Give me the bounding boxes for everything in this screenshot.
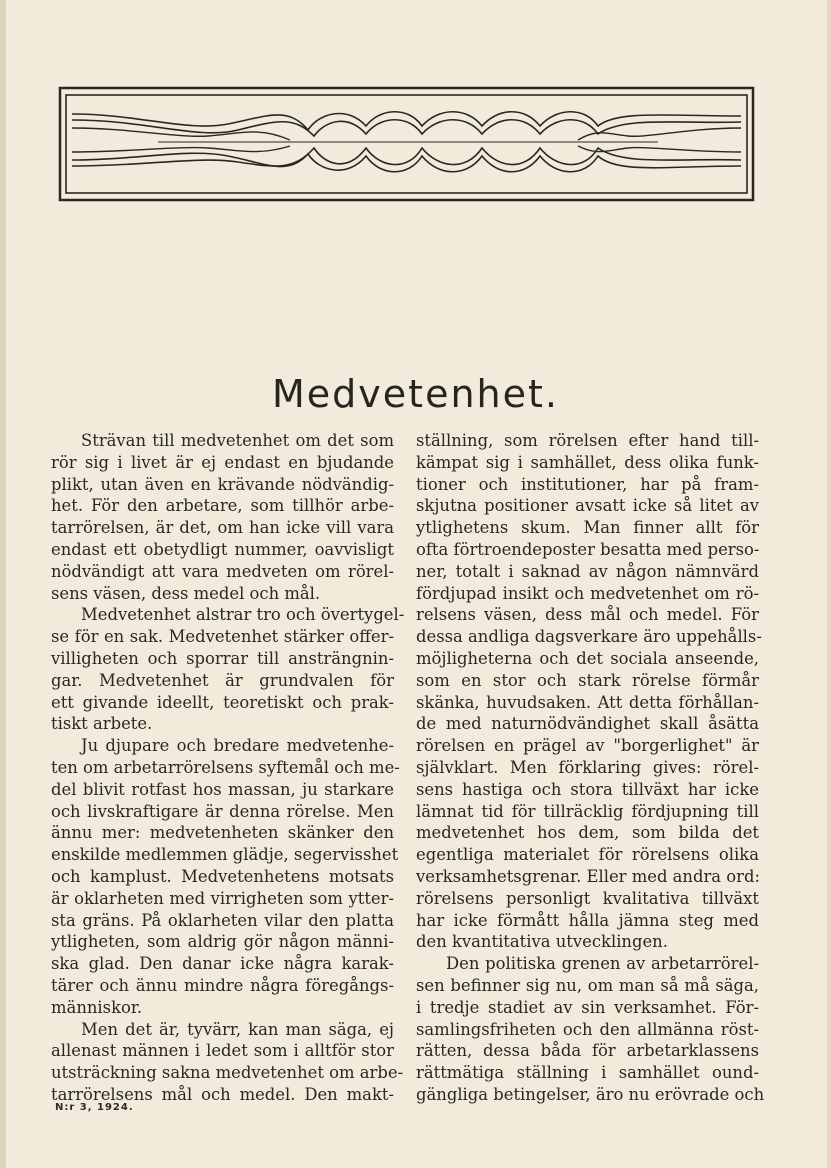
text-line: rättmätiga ställning i samhället ound- xyxy=(416,1063,759,1083)
text-line: endast ett obetydligt nummer, oavvisligt xyxy=(51,539,394,559)
paragraph xyxy=(416,430,762,953)
text-line: tarrörelsens mål och medel. Den makt- xyxy=(51,1084,394,1104)
text-line: tärer och ännu mindre några föregångs- xyxy=(51,975,394,995)
text-line: ska glad. Den danar icke några karak- xyxy=(51,954,394,974)
text-line: ställning, som rörelsen efter hand till- xyxy=(416,431,759,450)
text-line: människor. xyxy=(51,997,143,1017)
text-line: egentliga materialet för rörelsens olika xyxy=(416,845,759,865)
interlace-ornament-icon xyxy=(58,86,755,202)
text-line: gängliga betingelser, äro nu erövrade och xyxy=(416,1084,765,1104)
text-line: de med naturnödvändighet skall åsätta xyxy=(416,714,759,734)
page-edge xyxy=(0,0,6,1168)
text-line: enskilde medlemmen glädje, segervisshet xyxy=(51,845,399,865)
text-column-left xyxy=(51,430,405,1106)
text-line: dessa andliga dagsverkare äro uppehålls- xyxy=(416,627,762,647)
text-line: Men det är, tyvärr, kan man säga, ej xyxy=(81,1019,394,1039)
text-line: verksamhetsgrenar. Eller med andra ord: xyxy=(416,866,761,886)
text-line: rätten, dessa båda för arbetarklassens xyxy=(416,1041,759,1061)
text-line: rörelsen en prägel av "borgerlighet" är xyxy=(416,736,759,756)
paragraph xyxy=(51,604,405,735)
text-line: Ju djupare och bredare medvetenhe- xyxy=(81,736,394,756)
text-line: Medvetenhet alstrar tro och övertygel- xyxy=(81,605,405,625)
text-line: ten om arbetarrörelsens syftemål och me- xyxy=(51,757,400,777)
text-line: rörelsens personligt kvalitativa tillväxt xyxy=(416,888,759,908)
text-line: ofta förtroendeposter besatta med perso- xyxy=(416,539,760,559)
text-line: plikt, utan även en krävande nödvändig- xyxy=(51,474,394,494)
text-line: sen befinner sig nu, om man så må säga, xyxy=(416,975,759,995)
text-line: tiskt arbete. xyxy=(51,714,153,734)
text-line: fördjupad insikt och medvetenhet om rö- xyxy=(416,583,759,603)
text-line: sta gräns. På oklarheten vilar den platta xyxy=(51,910,394,930)
paragraph xyxy=(416,953,765,1106)
text-line: Den politiska grenen av arbetarrörel- xyxy=(446,954,759,974)
text-line: i tredje stadiet av sin verksamhet. För- xyxy=(416,997,759,1017)
text-line: gar. Medvetenhet är grundvalen för xyxy=(51,670,394,690)
text-line: nödvändigt att vara medveten om rörel- xyxy=(51,561,394,581)
text-line: ner, totalt i saknad av någon nämnvärd xyxy=(416,561,759,581)
text-line: ytligheten, som aldrig gör någon männi- xyxy=(51,932,394,952)
text-line: skjutna positioner avsatt icke så litet av xyxy=(416,496,759,516)
text-line: villigheten och sporrar till ansträngnin- xyxy=(51,648,394,668)
text-line: tioner och institutioner, har på fram- xyxy=(416,474,759,494)
issue-footer: N:r 3, 1924. xyxy=(55,1102,134,1113)
text-line: het. För den arbetare, som tillhör arbe- xyxy=(51,496,394,516)
text-line: tarrörelsen, är det, om han icke vill vara xyxy=(51,518,394,538)
text-line: sens hastiga och stora tillväxt har icke xyxy=(416,779,759,799)
text-line: är oklarheten med virrigheten som ytter- xyxy=(51,888,394,908)
text-line: samlingsfriheten och den allmänna röst- xyxy=(416,1019,759,1039)
text-line: medvetenhet hos dem, som bilda det xyxy=(416,823,759,843)
text-line: kämpat sig i samhället, dess olika funk- xyxy=(416,452,759,472)
page-edge-right xyxy=(827,0,831,1168)
text-line: den kvantitativa utvecklingen. xyxy=(416,932,668,952)
text-line: relsens väsen, dess mål och medel. För xyxy=(416,605,759,625)
text-line: ännu mer: medvetenheten skänker den xyxy=(51,823,394,843)
paragraph xyxy=(51,735,400,1018)
text-line: utsträckning sakna medvetenhet om arbe- xyxy=(51,1063,404,1083)
text-line: lämnat tid för tillräcklig fördjupning till xyxy=(416,801,759,821)
text-line: Strävan till medvetenhet om det som xyxy=(81,431,394,450)
text-line: allenast männen i ledet som i alltför stor xyxy=(51,1041,394,1061)
text-column-right xyxy=(416,430,765,1106)
paragraph xyxy=(51,1019,404,1106)
text-line: ytlighetens skum. Man finner allt för xyxy=(416,518,759,538)
text-line: sens väsen, dess medel och mål. xyxy=(51,583,321,603)
text-line: och kamplust. Medvetenhetens motsats xyxy=(51,866,394,886)
text-line: ett givande ideellt, teoretiskt och prak- xyxy=(51,692,394,712)
text-line: möjligheterna och det sociala anseende, xyxy=(416,648,759,668)
text-line: skänka, huvudsaken. Att detta förhållan- xyxy=(416,692,759,712)
paragraph xyxy=(51,430,394,604)
text-line: rör sig i livet är ej endast en bjudande xyxy=(51,452,394,472)
text-line: som en stor och stark rörelse förmår xyxy=(416,670,759,690)
text-line: del blivit rotfast hos massan, ju starkare xyxy=(51,779,394,799)
text-line: och livskraftigare är denna rörelse. Men xyxy=(51,801,394,821)
text-line: har icke förmått hålla jämna steg med xyxy=(416,910,759,930)
text-line: se för en sak. Medvetenhet stärker offer- xyxy=(51,627,394,647)
text-line: självklart. Men förklaring gives: rörel- xyxy=(416,757,759,777)
article-title: Medvetenhet. xyxy=(272,372,559,416)
